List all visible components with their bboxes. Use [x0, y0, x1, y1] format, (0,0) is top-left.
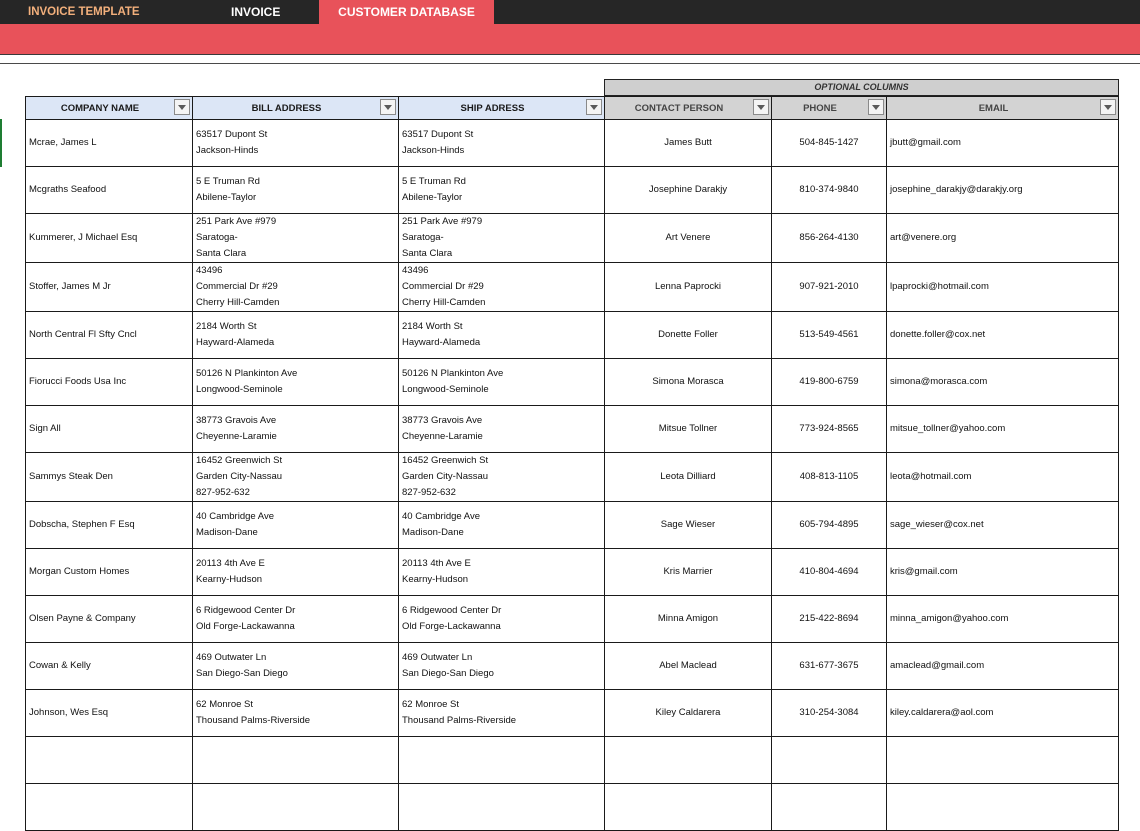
email-cell[interactable]: amaclead@gmail.com: [887, 643, 1119, 690]
company-name-cell[interactable]: Stoffer, James M Jr: [26, 263, 193, 312]
address-line: Jackson-Hinds: [402, 145, 465, 156]
email-cell[interactable]: lpaprocki@hotmail.com: [887, 263, 1119, 312]
table-row: [26, 549, 1119, 596]
active-row-indicator: [0, 119, 2, 167]
address-line: Jackson-Hinds: [196, 145, 259, 156]
bill-address-cell[interactable]: [193, 359, 399, 406]
ship-address-cell[interactable]: [399, 690, 605, 737]
email-cell[interactable]: kris@gmail.com: [887, 549, 1119, 596]
tab-invoice[interactable]: INVOICE: [231, 5, 281, 19]
bill-address-cell[interactable]: [193, 690, 399, 737]
address-line: Madison-Dane: [196, 527, 258, 538]
header-banner: [0, 24, 1140, 55]
ship-address-cell[interactable]: [399, 312, 605, 359]
address-line: Longwood-Seminole: [402, 384, 489, 395]
address-line: Hayward-Alameda: [402, 337, 481, 348]
bill-address-cell[interactable]: [193, 502, 399, 549]
company-name-cell[interactable]: Sign All: [26, 406, 193, 453]
contact-person-cell[interactable]: Simona Morasca: [605, 359, 772, 406]
tab-invoice-template[interactable]: INVOICE TEMPLATE: [28, 6, 140, 18]
tab-customer-database[interactable]: CUSTOMER DATABASE: [319, 0, 494, 24]
optional-columns-header: OPTIONAL COLUMNS: [604, 79, 1119, 96]
phone-cell[interactable]: 907-921-2010: [772, 263, 887, 312]
address-line: Abilene-Taylor: [402, 192, 463, 203]
company-name-cell[interactable]: Cowan & Kelly: [26, 643, 193, 690]
address-line: Abilene-Taylor: [196, 192, 257, 203]
sheet-tab-bar: [0, 0, 1140, 24]
phone-cell[interactable]: [772, 784, 887, 831]
address-line: Hayward-Alameda: [196, 337, 275, 348]
email-cell[interactable]: donette.foller@cox.net: [887, 312, 1119, 359]
address-line: Longwood-Seminole: [196, 384, 283, 395]
phone-cell[interactable]: 410-804-4694: [772, 549, 887, 596]
ship-address-cell[interactable]: [399, 549, 605, 596]
address-line: Cheyenne-Laramie: [402, 431, 483, 442]
contact-person-cell[interactable]: Lenna Paprocki: [605, 263, 772, 312]
address-line: Thousand Palms-Riverside: [402, 715, 517, 726]
address-line: 5 E Truman Rd: [402, 176, 466, 187]
address-line: 2184 Worth St: [402, 321, 463, 332]
table-row: [26, 784, 1119, 831]
address-line: 50126 N Plankinton Ave: [196, 368, 298, 379]
contact-person-cell[interactable]: Leota Dilliard: [605, 453, 772, 502]
column-header-label: EMAIL: [978, 102, 1009, 114]
address-line: 6 Ridgewood Center Dr: [196, 605, 296, 616]
column-header-ship-address: [399, 97, 605, 120]
address-line: 63517 Dupont St: [402, 129, 474, 140]
address-line: Garden City-Nassau: [196, 471, 283, 482]
ship-address-cell[interactable]: [399, 359, 605, 406]
phone-cell[interactable]: [772, 737, 887, 784]
contact-person-cell[interactable]: Minna Amigon: [605, 596, 772, 643]
column-header-label: PHONE: [803, 102, 837, 114]
column-header-company-name: [26, 97, 193, 120]
company-name-cell[interactable]: North Central Fl Sfty Cncl: [26, 312, 193, 359]
company-name-cell[interactable]: Sammys Steak Den: [26, 453, 193, 502]
address-line: 38773 Gravois Ave: [402, 415, 483, 426]
phone-cell[interactable]: 631-677-3675: [772, 643, 887, 690]
email-cell[interactable]: josephine_darakjy@darakjy.org: [887, 167, 1119, 214]
address-line: 16452 Greenwich St: [402, 455, 489, 466]
bill-address-cell[interactable]: [193, 312, 399, 359]
email-cell[interactable]: jbutt@gmail.com: [887, 120, 1119, 167]
bill-address-cell[interactable]: [193, 263, 399, 312]
table-row: [26, 502, 1119, 549]
phone-cell[interactable]: 408-813-1105: [772, 453, 887, 502]
table-header-row: [26, 97, 1119, 120]
email-cell[interactable]: kiley.caldarera@aol.com: [887, 690, 1119, 737]
filter-dropdown-icon[interactable]: [753, 99, 769, 115]
ship-address-cell[interactable]: [399, 737, 605, 784]
table-row: [26, 359, 1119, 406]
address-line: 62 Monroe St: [402, 699, 460, 710]
sheet-divider: [0, 63, 1140, 64]
company-name-cell[interactable]: Dobscha, Stephen F Esq: [26, 502, 193, 549]
customer-database-table: [25, 96, 1119, 831]
table-row: [26, 690, 1119, 737]
bill-address-cell[interactable]: [193, 643, 399, 690]
address-line: Old Forge-Lackawanna: [196, 621, 295, 632]
table-row: [26, 263, 1119, 312]
phone-cell[interactable]: 215-422-8694: [772, 596, 887, 643]
address-line: 63517 Dupont St: [196, 129, 268, 140]
address-line: Cherry Hill-Camden: [402, 297, 486, 308]
ship-address-cell[interactable]: [399, 453, 605, 502]
table-row: [26, 453, 1119, 502]
address-line: 43496: [402, 265, 429, 276]
ship-address-cell[interactable]: [399, 643, 605, 690]
ship-address-cell[interactable]: [399, 596, 605, 643]
address-line: 6 Ridgewood Center Dr: [402, 605, 502, 616]
column-header-label: BILL ADDRESS: [251, 102, 322, 114]
bill-address-cell[interactable]: [193, 167, 399, 214]
ship-address-cell[interactable]: [399, 406, 605, 453]
address-line: 16452 Greenwich St: [196, 455, 283, 466]
address-line: 43496: [196, 265, 223, 276]
email-cell[interactable]: [887, 737, 1119, 784]
address-line: Madison-Dane: [402, 527, 464, 538]
email-cell[interactable]: art@venere.org: [887, 214, 1119, 263]
address-line: 827-952-632: [402, 487, 456, 498]
ship-address-cell[interactable]: [399, 120, 605, 167]
address-line: 5 E Truman Rd: [196, 176, 260, 187]
company-name-cell[interactable]: Johnson, Wes Esq: [26, 690, 193, 737]
contact-person-cell[interactable]: Kris Marrier: [605, 549, 772, 596]
table-row: [26, 643, 1119, 690]
table-row: [26, 737, 1119, 784]
email-cell[interactable]: minna_amigon@yahoo.com: [887, 596, 1119, 643]
contact-person-cell[interactable]: James Butt: [605, 120, 772, 167]
table-row: [26, 167, 1119, 214]
table-body: [26, 120, 1119, 831]
company-name-cell[interactable]: Morgan Custom Homes: [26, 549, 193, 596]
address-line: Cherry Hill-Camden: [196, 297, 280, 308]
table-row: [26, 596, 1119, 643]
phone-cell[interactable]: 419-800-6759: [772, 359, 887, 406]
address-line: Kearny-Hudson: [196, 574, 263, 585]
phone-cell[interactable]: 310-254-3084: [772, 690, 887, 737]
address-line: Thousand Palms-Riverside: [196, 715, 311, 726]
column-header-phone: [772, 97, 887, 120]
table-row: [26, 406, 1119, 453]
column-header-label: CONTACT PERSON: [634, 102, 724, 114]
address-line: 50126 N Plankinton Ave: [402, 368, 504, 379]
phone-cell[interactable]: 810-374-9840: [772, 167, 887, 214]
address-line: Cheyenne-Laramie: [196, 431, 277, 442]
email-cell[interactable]: leota@hotmail.com: [887, 453, 1119, 502]
address-line: 38773 Gravois Ave: [196, 415, 277, 426]
contact-person-cell[interactable]: [605, 784, 772, 831]
address-line: 469 Outwater Ln: [402, 652, 473, 663]
ship-address-cell[interactable]: [399, 263, 605, 312]
filter-dropdown-icon[interactable]: [868, 99, 884, 115]
contact-person-cell[interactable]: Kiley Caldarera: [605, 690, 772, 737]
ship-address-cell[interactable]: [399, 167, 605, 214]
address-line: 40 Cambridge Ave: [402, 511, 480, 522]
email-cell[interactable]: [887, 784, 1119, 831]
company-name-cell[interactable]: Mcgraths Seafood: [26, 167, 193, 214]
contact-person-cell[interactable]: Mitsue Tollner: [605, 406, 772, 453]
phone-cell[interactable]: 856-264-4130: [772, 214, 887, 263]
contact-person-cell[interactable]: Art Venere: [605, 214, 772, 263]
address-line: Saratoga-: [402, 232, 444, 243]
phone-cell[interactable]: 513-549-4561: [772, 312, 887, 359]
address-line: San Diego-San Diego: [402, 668, 494, 679]
phone-cell[interactable]: 773-924-8565: [772, 406, 887, 453]
table-row: [26, 120, 1119, 167]
address-line: 2184 Worth St: [196, 321, 257, 332]
address-line: San Diego-San Diego: [196, 668, 288, 679]
bill-address-cell[interactable]: [193, 214, 399, 263]
company-name-cell[interactable]: Olsen Payne & Company: [26, 596, 193, 643]
company-name-cell[interactable]: Kummerer, J Michael Esq: [26, 214, 193, 263]
bill-address-cell[interactable]: [193, 120, 399, 167]
column-header-contact-person: [605, 97, 772, 120]
ship-address-cell[interactable]: [399, 784, 605, 831]
column-header-label: COMPANY NAME: [60, 102, 140, 114]
bill-address-cell[interactable]: [193, 737, 399, 784]
column-header-label: SHIP ADRESS: [460, 102, 525, 114]
contact-person-cell[interactable]: [605, 737, 772, 784]
filter-dropdown-icon[interactable]: [380, 99, 396, 115]
phone-cell[interactable]: 605-794-4895: [772, 502, 887, 549]
column-header-bill-address: [193, 97, 399, 120]
email-cell[interactable]: simona@morasca.com: [887, 359, 1119, 406]
address-line: Santa Clara: [402, 248, 453, 259]
ship-address-cell[interactable]: [399, 214, 605, 263]
address-line: Garden City-Nassau: [402, 471, 489, 482]
address-line: 20113 4th Ave E: [402, 558, 471, 569]
company-name-cell[interactable]: Mcrae, James L: [26, 120, 193, 167]
address-line: Kearny-Hudson: [402, 574, 469, 585]
address-line: 20113 4th Ave E: [196, 558, 265, 569]
contact-person-cell[interactable]: Donette Foller: [605, 312, 772, 359]
contact-person-cell[interactable]: Josephine Darakjy: [605, 167, 772, 214]
company-name-cell[interactable]: [26, 737, 193, 784]
address-line: 827-952-632: [196, 487, 250, 498]
phone-cell[interactable]: 504-845-1427: [772, 120, 887, 167]
filter-dropdown-icon[interactable]: [586, 99, 602, 115]
address-line: Old Forge-Lackawanna: [402, 621, 501, 632]
email-cell[interactable]: mitsue_tollner@yahoo.com: [887, 406, 1119, 453]
contact-person-cell[interactable]: Sage Wieser: [605, 502, 772, 549]
bill-address-cell[interactable]: [193, 453, 399, 502]
filter-dropdown-icon[interactable]: [1100, 99, 1116, 115]
address-line: Santa Clara: [196, 248, 247, 259]
address-line: 62 Monroe St: [196, 699, 254, 710]
address-line: 251 Park Ave #979: [402, 216, 483, 227]
company-name-cell[interactable]: Fiorucci Foods Usa Inc: [26, 359, 193, 406]
address-line: 469 Outwater Ln: [196, 652, 267, 663]
address-line: Commercial Dr #29: [402, 281, 484, 292]
filter-dropdown-icon[interactable]: [174, 99, 190, 115]
email-cell[interactable]: sage_wieser@cox.net: [887, 502, 1119, 549]
bill-address-cell[interactable]: [193, 406, 399, 453]
bill-address-cell[interactable]: [193, 549, 399, 596]
bill-address-cell[interactable]: [193, 784, 399, 831]
address-line: 40 Cambridge Ave: [196, 511, 274, 522]
address-line: Saratoga-: [196, 232, 238, 243]
table-row: [26, 312, 1119, 359]
ship-address-cell[interactable]: [399, 502, 605, 549]
bill-address-cell[interactable]: [193, 596, 399, 643]
contact-person-cell[interactable]: Abel Maclead: [605, 643, 772, 690]
table-row: [26, 214, 1119, 263]
address-line: 251 Park Ave #979: [196, 216, 277, 227]
address-line: Commercial Dr #29: [196, 281, 278, 292]
column-header-email: [887, 97, 1119, 120]
company-name-cell[interactable]: [26, 784, 193, 831]
